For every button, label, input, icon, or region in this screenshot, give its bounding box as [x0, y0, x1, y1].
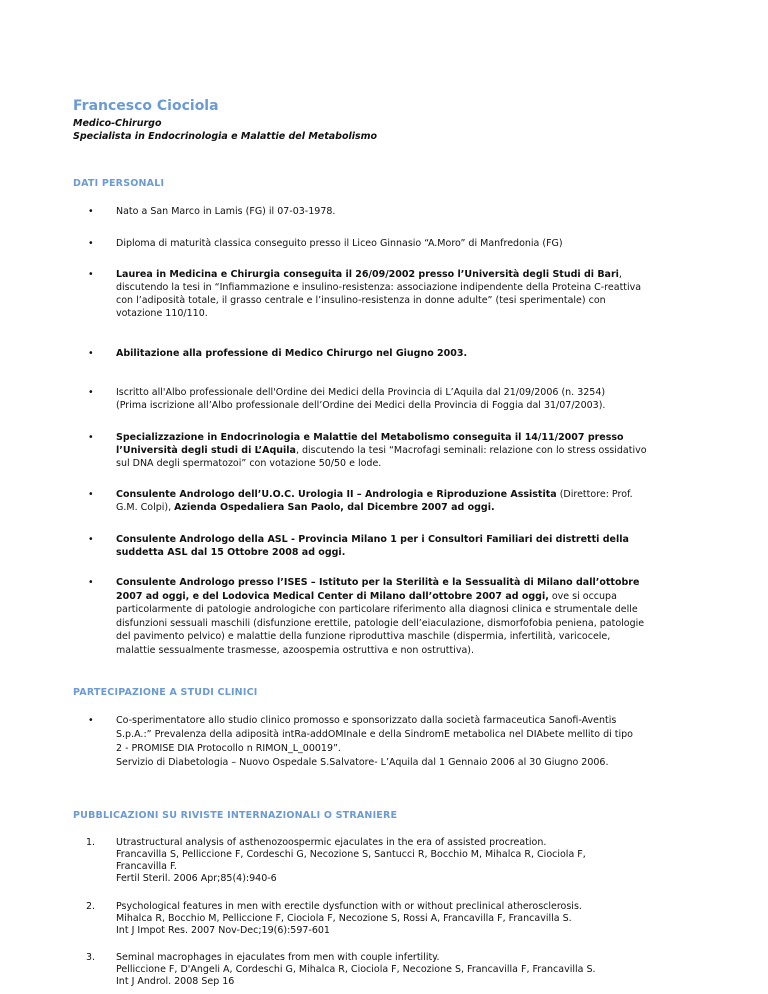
- bullet: •: [88, 489, 94, 500]
- item-text: Diploma di maturità classica conseguito presso il Liceo Ginnasio “A.Moro” di Manfredonia (FG): [116, 238, 563, 249]
- bullet: •: [88, 432, 94, 443]
- bullet: •: [88, 534, 94, 545]
- role-heading: Consulente Andrologo presso l’ISES – Istituto per la Sterilità e la Sessualità di Milano dall’ottobre: [116, 577, 640, 588]
- publication-title: Seminal macrophages in ejaculates from men with couple infertility.: [116, 952, 440, 963]
- bullet: •: [88, 387, 94, 398]
- publication-authors: Mihalca R, Bocchio M, Pelliccione F, Ciociola F, Necozione S, Rossi A, Francavilla F, Francavilla S.: [116, 913, 572, 924]
- item-text: Nato a San Marco in Lamis (FG) il 07-03-1978.: [116, 206, 336, 217]
- publication-journal: Fertil Steril. 2006 Apr;85(4):940-6: [116, 873, 277, 884]
- section-heading-personal: DATI PERSONALI: [73, 178, 165, 189]
- specialty-title: Specialista in Endocrinologia e Malattie del Metabolismo: [73, 131, 378, 142]
- item-text: disfunzioni sessuali maschili (disfunzione erettile, patologie dell’eiaculazione, dismorfofobia peniena, patologie: [116, 617, 645, 629]
- item-text: (Prima iscrizione all’Albo professionale dell’Ordine dei Medici della Provincia di Foggia dal 31/07/2003).: [116, 400, 606, 411]
- item-text: sul DNA degli spermatozoi” con votazione 50/50 e lode.: [116, 458, 382, 469]
- bullet: •: [88, 715, 94, 726]
- publication-authors: Francavilla F.: [116, 861, 177, 872]
- publication-number: 2.: [86, 901, 96, 912]
- university-name: l’Università degli studi di L’Aquila: [116, 445, 296, 456]
- role-heading: 2007 ad oggi, e del Lodovica Medical Center di Milano dall’ottobre 2007 ad oggi,: [116, 590, 549, 602]
- bullet: •: [88, 238, 94, 249]
- degree-heading: Laurea in Medicina e Chirurgia conseguita il 26/09/2002 presso l’Università degli Studi di Bari: [116, 269, 619, 280]
- bullet: •: [88, 348, 94, 359]
- publication-authors: Francavilla S, Pelliccione F, Cordeschi G, Necozione S, Santucci R, Bocchio M, Mihalca R, Ciociola F,: [116, 849, 586, 860]
- item-text: ove si occupa: [548, 590, 617, 602]
- publication-journal: Int J Androl. 2008 Sep 16: [116, 976, 235, 987]
- degree-heading-punct: ,: [618, 269, 622, 280]
- publication-authors: Pelliccione F, D'Angeli A, Cordeschi G, Mihalca R, Ciociola F, Necozione S, Francavilla F, Francavilla S.: [116, 964, 596, 975]
- role-heading: suddetta ASL dal 15 Ottobre 2008 ad oggi.: [116, 547, 346, 558]
- item-text: Iscritto all'Albo professionale dell'Ordine dei Medici della Provincia di L’Aquila dal 21/09/2006 (n. 3254): [116, 387, 606, 398]
- section-heading-trials: PARTECIPAZIONE A STUDI CLINICI: [73, 687, 258, 698]
- role-heading: Consulente Andrologo dell’U.O.C. Urologia II – Andrologia e Riproduzione Assistita: [116, 489, 557, 500]
- publication-title: Utrastructural analysis of asthenozoospermic ejaculates in the era of assisted procreation.: [116, 837, 547, 848]
- item-text: discutendo la tesi in “Infiammazione e insulino-resistenza: associazione indipendente della Proteina C-reattiva: [116, 282, 642, 293]
- section-heading-publications: PUBBLICAZIONI SU RIVISTE INTERNAZIONALI O STRANIERE: [73, 810, 398, 821]
- item-text: votazione 110/110.: [116, 308, 208, 319]
- item-text: G.M. Colpi),: [116, 502, 175, 513]
- item-text: (Direttore: Prof.: [556, 489, 633, 500]
- item-text: del pavimento pelvico) e malattie della funzione riproduttiva maschile (dispermia, infertilità, varicocele,: [116, 631, 611, 642]
- person-name: Francesco Ciociola: [73, 98, 219, 114]
- item-text: , discutendo la tesi “Macrofagi seminali: relazione con lo stress ossidativo: [295, 445, 647, 456]
- item-text: 2 - PROMISE DIA Protocollo n RIMON_L_00019”.: [116, 743, 341, 754]
- bullet: •: [88, 269, 94, 280]
- item-text: particolarmente di patologie andrologiche con particolare riferimento alla diagnosi clinica e strumentale delle: [116, 604, 638, 615]
- publication-journal: Int J Impot Res. 2007 Nov-Dec;19(6):597-601: [116, 925, 330, 936]
- publication-title: Psychological features in men with erectile dysfunction with or without preclinical atherosclerosis.: [116, 901, 582, 912]
- publication-number: 3.: [86, 952, 96, 963]
- hospital-name: Azienda Ospedaliera San Paolo, dal Dicembre 2007 ad oggi.: [174, 502, 495, 513]
- item-text: S.p.A.:” Prevalenza della adiposità intRa-addOMInale e della SindromE metabolica nel DIAbete mellito di tipo: [116, 729, 633, 740]
- qualification-text: Abilitazione alla professione di Medico Chirurgo nel Giugno 2003.: [116, 348, 468, 359]
- item-text: malattie sessualmente trasmesse, azoospemia ostruttiva e non ostruttiva).: [116, 644, 475, 656]
- bullet: •: [88, 206, 94, 217]
- role-heading: Consulente Andrologo della ASL - Provincia Milano 1 per i Consultori Familiari dei distretti della: [116, 534, 629, 545]
- specialization-heading: Specializzazione in Endocrinologia e Malattie del Metabolismo conseguita il 14/11/2007 presso: [116, 432, 624, 443]
- bullet: •: [88, 577, 94, 588]
- job-title: Medico-Chirurgo: [73, 118, 162, 129]
- item-text: con l’adiposità totale, il grasso centrale e l’insulino-resistenza in donne adulte” (tesi sperimentale) con: [116, 295, 606, 306]
- item-text: Co-sperimentatore allo studio clinico promosso e sponsorizzato dalla società farmaceutica Sanofi-Aventis: [116, 715, 617, 726]
- publication-number: 1.: [86, 837, 96, 848]
- item-text: Servizio di Diabetologia – Nuovo Ospedale S.Salvatore- L’Aquila dal 1 Gennaio 2006 al 30 Giugno 2006.: [116, 757, 609, 768]
